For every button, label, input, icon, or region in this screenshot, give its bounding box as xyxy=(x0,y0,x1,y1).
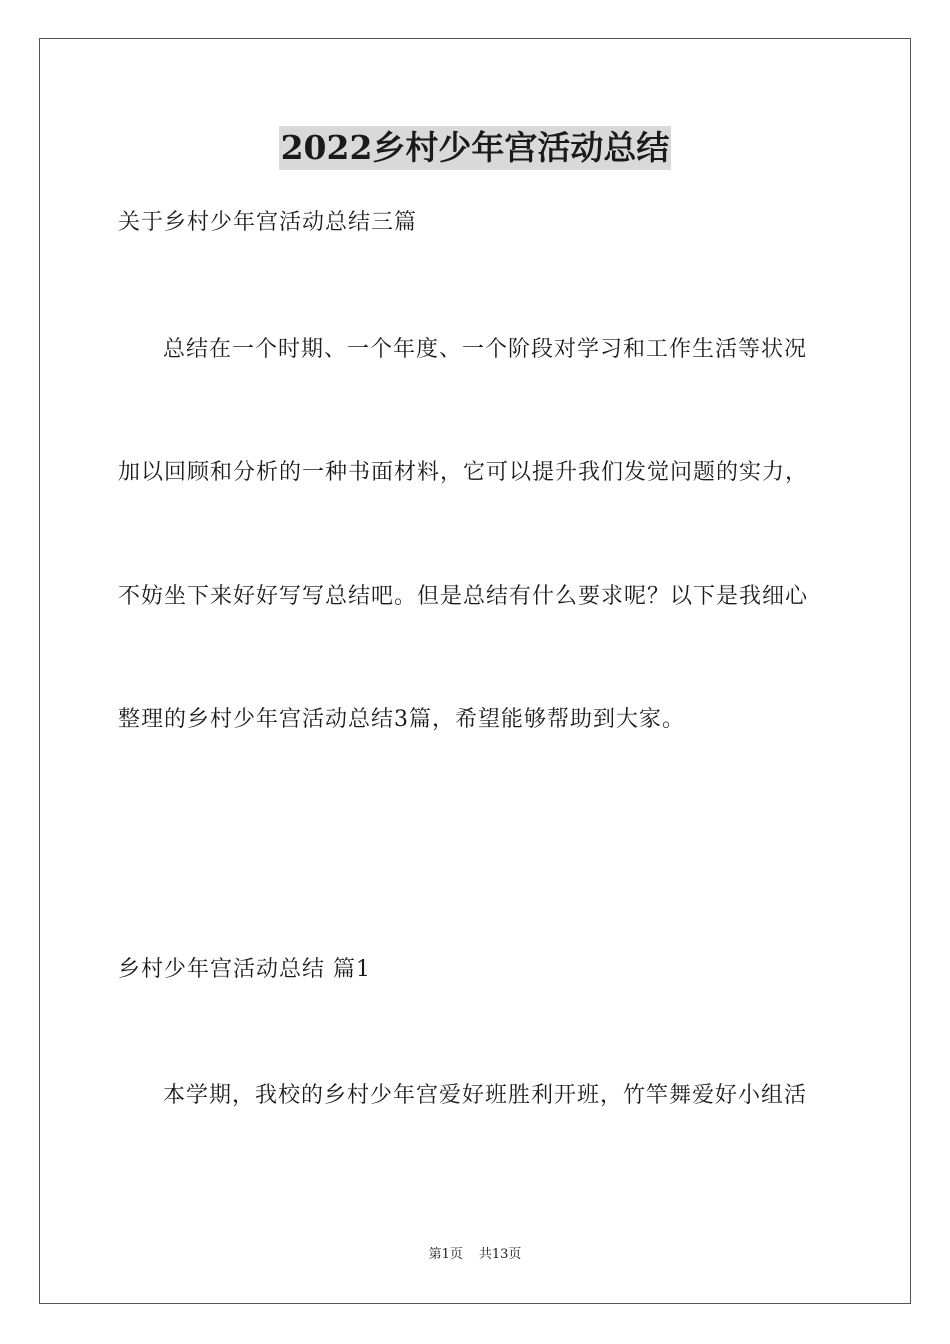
intro-line-3: 不妨坐下来好好写写总结吧。但是总结有什么要求呢？以下是我细心 xyxy=(118,584,809,609)
section-heading: 乡村少年宫活动总结 篇1 xyxy=(118,957,371,982)
intro-line-4: 整理的乡村少年宫活动总结3篇，希望能够帮助到大家。 xyxy=(118,707,685,732)
page-total: 共13页 xyxy=(478,1247,522,1262)
section-line-1: 本学期，我校的乡村少年宫爱好班胜利开班，竹竿舞爱好小组活 xyxy=(163,1083,808,1108)
page-number: 第1页 xyxy=(428,1247,463,1262)
intro-line-2: 加以回顾和分析的一种书面材料，它可以提升我们发觉问题的实力， xyxy=(118,460,809,485)
title-container xyxy=(0,126,950,170)
page-footer xyxy=(0,1246,950,1264)
document-subtitle: 关于乡村少年宫活动总结三篇 xyxy=(118,210,418,235)
intro-line-1: 总结在一个时期、一个年度、一个阶段对学习和工作生活等状况 xyxy=(163,337,808,362)
document-title: 2022乡村少年宫活动总结 xyxy=(279,126,672,170)
